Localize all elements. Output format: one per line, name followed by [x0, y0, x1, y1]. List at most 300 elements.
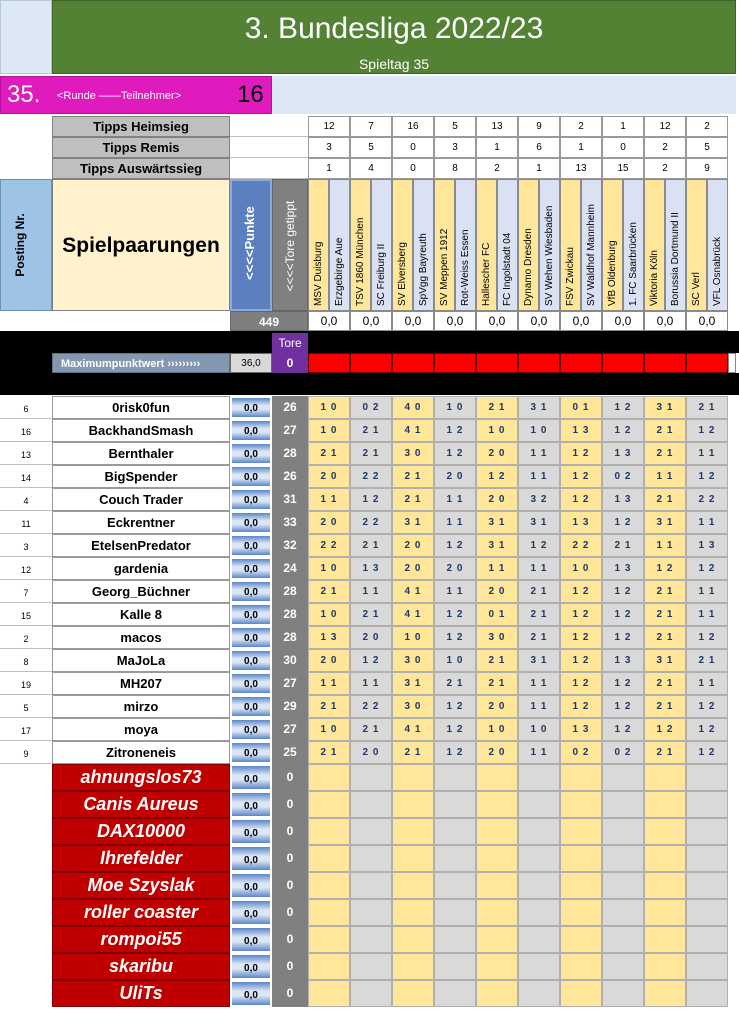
player-name[interactable]: Eckrentner	[52, 511, 230, 534]
tip-cell[interactable]	[434, 980, 476, 1007]
table-row-absent	[0, 926, 739, 953]
tip-cell[interactable]: 2 1	[686, 396, 728, 419]
tip-cell[interactable]: 2 0	[392, 534, 434, 557]
tip-cell[interactable]: 2 0	[392, 557, 434, 580]
tip-cell[interactable]	[686, 926, 728, 953]
tip-cell[interactable]: 1 1	[518, 465, 560, 488]
tip-cell[interactable]	[434, 791, 476, 818]
tip-cell[interactable]: 1 0	[392, 626, 434, 649]
tip-cell[interactable]	[350, 872, 392, 899]
tip-cell[interactable]	[392, 899, 434, 926]
player-points: 0,0	[230, 511, 272, 534]
tip-cell[interactable]: 1 3	[560, 511, 602, 534]
tip-cell[interactable]: 2 2	[686, 488, 728, 511]
tip-cell[interactable]	[602, 953, 644, 980]
tip-cell[interactable]	[686, 872, 728, 899]
tip-cell[interactable]: 2 0	[308, 511, 350, 534]
tip-cell[interactable]: 1 1	[518, 672, 560, 695]
player-name[interactable]: Canis Aureus	[52, 791, 230, 818]
tip-cell[interactable]	[560, 764, 602, 791]
tip-cell[interactable]	[518, 872, 560, 899]
tip-cell[interactable]	[518, 899, 560, 926]
tip-cell[interactable]: 1 2	[434, 695, 476, 718]
tip-cell[interactable]	[560, 872, 602, 899]
tip-cell[interactable]: 1 2	[644, 718, 686, 741]
tip-cell[interactable]: 3 1	[644, 396, 686, 419]
tip-cell[interactable]: 1 2	[560, 442, 602, 465]
tip-cell[interactable]: 2 1	[644, 442, 686, 465]
tip-cell[interactable]: 2 1	[308, 442, 350, 465]
tip-cell[interactable]: 1 1	[518, 557, 560, 580]
tip-cell[interactable]: 0 1	[560, 396, 602, 419]
tip-cell[interactable]: 1 2	[560, 465, 602, 488]
tip-cell[interactable]: 2 0	[308, 465, 350, 488]
tip-cell[interactable]	[560, 791, 602, 818]
tip-cell[interactable]	[350, 764, 392, 791]
tip-cell[interactable]: 1 1	[686, 672, 728, 695]
tip-cell[interactable]: 0 2	[602, 465, 644, 488]
player-name[interactable]: MH207	[52, 672, 230, 695]
tip-cell[interactable]: 1 2	[686, 718, 728, 741]
player-name[interactable]: MaJoLa	[52, 649, 230, 672]
tip-cell[interactable]	[434, 764, 476, 791]
tip-cell[interactable]: 2 1	[518, 580, 560, 603]
tip-cell[interactable]: 0 2	[350, 396, 392, 419]
player-name[interactable]: macos	[52, 626, 230, 649]
tip-cell[interactable]	[350, 845, 392, 872]
tip-cell[interactable]: 1 2	[560, 672, 602, 695]
tip-cell[interactable]: 2 0	[350, 741, 392, 764]
player-name[interactable]: ahnungslos73	[52, 764, 230, 791]
tip-cell[interactable]: 2 1	[644, 419, 686, 442]
tip-cell[interactable]: 1 3	[602, 649, 644, 672]
tip-cell[interactable]: 2 1	[308, 580, 350, 603]
tip-cell[interactable]	[476, 818, 518, 845]
player-name[interactable]: Kalle 8	[52, 603, 230, 626]
tip-cell[interactable]: 3 0	[392, 649, 434, 672]
tip-cell[interactable]: 2 0	[308, 649, 350, 672]
team-header	[308, 179, 329, 311]
tip-cell[interactable]: 2 1	[602, 534, 644, 557]
player-tore: 28	[272, 580, 308, 603]
tip-cell[interactable]: 3 1	[392, 511, 434, 534]
tip-cell[interactable]	[518, 791, 560, 818]
tip-cell[interactable]: 1 0	[308, 718, 350, 741]
tip-cell[interactable]	[602, 899, 644, 926]
tip-cell[interactable]	[434, 818, 476, 845]
tip-cell[interactable]: 1 1	[644, 465, 686, 488]
tip-cell[interactable]: 1 2	[434, 419, 476, 442]
tip-cell[interactable]	[686, 899, 728, 926]
tip-cell[interactable]: 2 0	[476, 442, 518, 465]
tip-cell[interactable]	[560, 980, 602, 1007]
tip-cell[interactable]	[644, 926, 686, 953]
tip-cell[interactable]	[392, 980, 434, 1007]
tip-cell[interactable]: 1 2	[434, 442, 476, 465]
tip-cell[interactable]: 1 3	[602, 442, 644, 465]
tip-cell[interactable]: 2 1	[644, 672, 686, 695]
player-name[interactable]: gardenia	[52, 557, 230, 580]
tip-cell[interactable]: 1 1	[686, 603, 728, 626]
tip-cell[interactable]	[392, 872, 434, 899]
tip-cell[interactable]	[644, 818, 686, 845]
tip-cell[interactable]: 1 3	[602, 557, 644, 580]
tip-cell[interactable]: 2 1	[518, 603, 560, 626]
tip-cell[interactable]	[476, 926, 518, 953]
tip-cell[interactable]: 2 1	[644, 488, 686, 511]
tip-cell[interactable]	[476, 980, 518, 1007]
tip-cell[interactable]: 1 2	[476, 465, 518, 488]
tip-cell[interactable]	[308, 926, 350, 953]
posting-number: 15	[0, 603, 52, 626]
tip-cell[interactable]: 1 2	[434, 534, 476, 557]
tip-cell[interactable]	[560, 953, 602, 980]
tip-cell[interactable]: 1 1	[434, 580, 476, 603]
tip-cell[interactable]: 2 1	[476, 649, 518, 672]
tip-cell[interactable]: 2 1	[350, 603, 392, 626]
player-name[interactable]: DAX10000	[52, 818, 230, 845]
tip-cell[interactable]: 3 0	[476, 626, 518, 649]
tip-cell[interactable]	[350, 953, 392, 980]
tip-cell[interactable]	[476, 764, 518, 791]
tip-cell[interactable]: 1 0	[560, 557, 602, 580]
tip-cell[interactable]: 1 2	[686, 695, 728, 718]
tip-cell[interactable]: 2 1	[350, 534, 392, 557]
tip-cell[interactable]	[308, 845, 350, 872]
tip-cell[interactable]	[602, 872, 644, 899]
tip-cell[interactable]	[350, 818, 392, 845]
tip-cell[interactable]: 3 1	[392, 672, 434, 695]
player-name[interactable]: rompoi55	[52, 926, 230, 953]
tip-cell[interactable]: 1 0	[476, 718, 518, 741]
tip-cell[interactable]	[602, 845, 644, 872]
tip-cell[interactable]: 1 3	[686, 534, 728, 557]
page-subtitle: Spieltag 35	[358, 56, 430, 72]
player-name[interactable]: UliTs	[52, 980, 230, 1007]
tip-cell[interactable]	[308, 872, 350, 899]
tip-cell[interactable]: 1 2	[602, 580, 644, 603]
tip-cell[interactable]	[476, 953, 518, 980]
tip-cell[interactable]: 1 2	[350, 649, 392, 672]
tip-cell[interactable]	[644, 953, 686, 980]
tip-cell[interactable]	[560, 845, 602, 872]
tip-cell[interactable]	[686, 818, 728, 845]
tip-cell[interactable]	[560, 926, 602, 953]
tip-cell[interactable]: 2 0	[476, 695, 518, 718]
spielpaarungen-header: Spielpaarungen	[52, 179, 230, 311]
tip-cell[interactable]: 2 1	[644, 626, 686, 649]
tip-cell[interactable]: 3 1	[476, 534, 518, 557]
tip-cell[interactable]: 1 2	[434, 741, 476, 764]
player-name[interactable]: Ihrefelder	[52, 845, 230, 872]
tip-cell[interactable]: 1 2	[350, 488, 392, 511]
tip-cell[interactable]: 1 1	[350, 672, 392, 695]
tip-cell[interactable]: 2 2	[308, 534, 350, 557]
tip-cell[interactable]: 1 1	[434, 488, 476, 511]
tip-cell[interactable]	[644, 845, 686, 872]
team-name: Rot-Weiss Essen	[460, 229, 471, 306]
tip-cell[interactable]: 2 1	[518, 626, 560, 649]
tip-cell[interactable]: 1 2	[434, 603, 476, 626]
tip-cell[interactable]: 1 2	[602, 695, 644, 718]
tip-cell[interactable]: 2 1	[392, 465, 434, 488]
tip-cell[interactable]	[392, 791, 434, 818]
tip-cell[interactable]: 1 2	[686, 557, 728, 580]
team-name: VfB Oldenburg	[607, 240, 618, 306]
tip-cell[interactable]: 1 0	[308, 603, 350, 626]
tip-cell[interactable]: 1 0	[476, 419, 518, 442]
tip-cell[interactable]: 1 2	[602, 419, 644, 442]
player-name[interactable]: Moe Szyslak	[52, 872, 230, 899]
tip-cell[interactable]	[602, 980, 644, 1007]
tip-cell[interactable]: 2 0	[476, 741, 518, 764]
tip-cell[interactable]	[476, 791, 518, 818]
tip-cell[interactable]: 0 1	[476, 603, 518, 626]
tip-cell[interactable]: 2 1	[476, 396, 518, 419]
tip-cell[interactable]	[476, 899, 518, 926]
player-tore: 32	[272, 534, 308, 557]
tip-cell[interactable]: 1 2	[560, 603, 602, 626]
tip-cell[interactable]: 1 2	[518, 534, 560, 557]
tip-cell[interactable]: 1 1	[686, 442, 728, 465]
tip-cell[interactable]	[686, 980, 728, 1007]
tip-cell[interactable]: 4 1	[392, 718, 434, 741]
tip-cell[interactable]: 1 0	[308, 557, 350, 580]
tip-cell[interactable]	[434, 899, 476, 926]
tip-cell[interactable]: 3 1	[518, 649, 560, 672]
tip-cell[interactable]	[308, 899, 350, 926]
tip-cell[interactable]: 1 2	[560, 695, 602, 718]
player-tore: 25	[272, 741, 308, 764]
tip-cell[interactable]: 3 1	[476, 511, 518, 534]
tip-cell[interactable]	[476, 872, 518, 899]
tip-cell[interactable]: 2 1	[434, 672, 476, 695]
player-name[interactable]: mirzo	[52, 695, 230, 718]
tip-cell[interactable]: 1 1	[686, 511, 728, 534]
tip-cell[interactable]: 1 2	[602, 396, 644, 419]
tip-cell[interactable]	[644, 899, 686, 926]
tip-cell[interactable]	[686, 953, 728, 980]
tore-value: 0	[272, 353, 308, 373]
tip-cell[interactable]: 1 1	[476, 557, 518, 580]
tip-cell[interactable]	[602, 791, 644, 818]
tip-cell[interactable]	[350, 791, 392, 818]
tip-cell[interactable]: 2 2	[560, 534, 602, 557]
player-name[interactable]: 0risk0fun	[52, 396, 230, 419]
tipps-count: 2	[560, 116, 602, 137]
posting-number: 8	[0, 649, 52, 672]
tip-cell[interactable]: 2 1	[644, 580, 686, 603]
tip-cell[interactable]: 4 1	[392, 603, 434, 626]
tip-cell[interactable]: 1 2	[602, 603, 644, 626]
tip-cell[interactable]: 1 3	[350, 557, 392, 580]
tip-cell[interactable]	[644, 872, 686, 899]
player-points: 0,0	[230, 764, 272, 791]
tip-cell[interactable]	[644, 764, 686, 791]
tip-cell[interactable]	[560, 818, 602, 845]
tip-cell[interactable]: 1 3	[560, 718, 602, 741]
tip-cell[interactable]: 0 2	[602, 741, 644, 764]
tip-cell[interactable]: 1 1	[686, 580, 728, 603]
tip-cell[interactable]: 2 1	[392, 488, 434, 511]
tip-cell[interactable]	[392, 764, 434, 791]
tip-cell[interactable]: 1 2	[686, 626, 728, 649]
tip-cell[interactable]	[560, 899, 602, 926]
player-name[interactable]: skaribu	[52, 953, 230, 980]
player-name[interactable]: Bernthaler	[52, 442, 230, 465]
tip-cell[interactable]: 2 2	[350, 511, 392, 534]
tip-cell[interactable]	[308, 791, 350, 818]
tip-cell[interactable]	[392, 926, 434, 953]
tip-cell[interactable]: 1 1	[518, 741, 560, 764]
tip-cell[interactable]: 1 2	[602, 718, 644, 741]
tip-cell[interactable]	[602, 764, 644, 791]
tip-cell[interactable]: 2 1	[350, 442, 392, 465]
tip-cell[interactable]: 1 2	[434, 626, 476, 649]
tip-cell[interactable]	[350, 926, 392, 953]
tip-cell[interactable]: 1 3	[602, 488, 644, 511]
tipps-count: 3	[308, 137, 350, 158]
tip-cell[interactable]: 2 1	[644, 695, 686, 718]
tip-cell[interactable]	[602, 926, 644, 953]
tip-cell[interactable]	[308, 953, 350, 980]
tip-cell[interactable]	[686, 791, 728, 818]
tip-cell[interactable]	[308, 980, 350, 1007]
tip-cell[interactable]	[434, 953, 476, 980]
tip-cell[interactable]: 1 1	[308, 488, 350, 511]
tip-cell[interactable]	[392, 845, 434, 872]
result-cell: 0,0	[644, 311, 686, 331]
tip-cell[interactable]	[644, 791, 686, 818]
tip-cell[interactable]: 2 1	[644, 741, 686, 764]
tip-cell[interactable]: 1 0	[434, 649, 476, 672]
tip-cell[interactable]: 1 2	[560, 488, 602, 511]
tip-cell[interactable]: 1 2	[602, 626, 644, 649]
tip-cell[interactable]	[518, 980, 560, 1007]
tip-cell[interactable]: 1 2	[602, 511, 644, 534]
tip-cell[interactable]	[686, 845, 728, 872]
tipps-label: Tipps Auswärtssieg	[52, 158, 230, 179]
team-header	[329, 179, 350, 311]
tip-cell[interactable]: 1 0	[518, 419, 560, 442]
tip-cell[interactable]	[518, 953, 560, 980]
tip-cell[interactable]: 2 1	[476, 672, 518, 695]
tip-cell[interactable]	[392, 953, 434, 980]
tip-cell[interactable]: 1 2	[686, 465, 728, 488]
tip-cell[interactable]: 3 1	[518, 396, 560, 419]
tip-cell[interactable]: 2 1	[686, 649, 728, 672]
player-name[interactable]: Georg_Büchner	[52, 580, 230, 603]
tip-cell[interactable]: 2 0	[476, 580, 518, 603]
tip-cell[interactable]: 3 1	[644, 511, 686, 534]
tip-cell[interactable]: 1 2	[560, 626, 602, 649]
player-name[interactable]: roller coaster	[52, 899, 230, 926]
tip-cell[interactable]	[434, 872, 476, 899]
tip-cell[interactable]: 1 1	[644, 534, 686, 557]
tip-cell[interactable]: 1 1	[518, 695, 560, 718]
tip-cell[interactable]: 3 0	[392, 695, 434, 718]
tip-cell[interactable]	[350, 980, 392, 1007]
team-header	[686, 179, 707, 311]
player-tore: 0	[272, 764, 308, 791]
tip-cell[interactable]: 2 1	[350, 419, 392, 442]
tip-cell[interactable]: 2 2	[350, 695, 392, 718]
tip-cell[interactable]	[518, 764, 560, 791]
tip-cell[interactable]	[308, 818, 350, 845]
tip-cell[interactable]	[686, 764, 728, 791]
tip-cell[interactable]: 4 1	[392, 580, 434, 603]
player-name[interactable]: BackhandSmash	[52, 419, 230, 442]
tip-cell[interactable]	[308, 764, 350, 791]
tip-cell[interactable]: 2 1	[350, 718, 392, 741]
tip-cell[interactable]: 1 2	[686, 741, 728, 764]
tip-cell[interactable]: 0 2	[560, 741, 602, 764]
tip-cell[interactable]: 2 0	[434, 557, 476, 580]
tip-cell[interactable]: 1 0	[308, 419, 350, 442]
player-name[interactable]: EtelsenPredator	[52, 534, 230, 557]
team-header	[581, 179, 602, 311]
player-name[interactable]: moya	[52, 718, 230, 741]
tip-cell[interactable]	[602, 818, 644, 845]
tip-cell[interactable]: 2 1	[644, 603, 686, 626]
tip-cell[interactable]: 1 0	[434, 396, 476, 419]
tip-cell[interactable]: 2 0	[350, 626, 392, 649]
tip-cell[interactable]	[350, 899, 392, 926]
tip-cell[interactable]: 3 2	[518, 488, 560, 511]
tip-cell[interactable]	[518, 926, 560, 953]
tip-cell[interactable]	[518, 818, 560, 845]
tip-cell[interactable]: 1 0	[518, 718, 560, 741]
tip-cell[interactable]: 4 0	[392, 396, 434, 419]
tip-cell[interactable]: 3 1	[644, 649, 686, 672]
tip-cell[interactable]: 2 0	[476, 488, 518, 511]
tip-cell[interactable]: 1 2	[560, 649, 602, 672]
tip-cell[interactable]: 2 2	[350, 465, 392, 488]
team-header	[455, 179, 476, 311]
player-name[interactable]: Zitroneneis	[52, 741, 230, 764]
tip-cell[interactable]: 1 1	[434, 511, 476, 534]
tip-cell[interactable]	[434, 926, 476, 953]
tip-cell[interactable]: 1 2	[434, 718, 476, 741]
tip-cell[interactable]	[644, 980, 686, 1007]
tip-cell[interactable]: 2 1	[308, 695, 350, 718]
tip-cell[interactable]	[518, 845, 560, 872]
tip-cell[interactable]: 1 1	[308, 672, 350, 695]
tip-cell[interactable]: 1 3	[560, 419, 602, 442]
tip-cell[interactable]: 1 2	[644, 557, 686, 580]
tip-cell[interactable]: 2 1	[308, 741, 350, 764]
tip-cell[interactable]: 1 1	[518, 442, 560, 465]
tip-cell[interactable]: 1 2	[686, 419, 728, 442]
tip-cell[interactable]: 1 2	[602, 672, 644, 695]
result-cell: 0,0	[434, 311, 476, 331]
tip-cell[interactable]: 3 1	[518, 511, 560, 534]
player-name[interactable]: Couch Trader	[52, 488, 230, 511]
tip-cell[interactable]	[434, 845, 476, 872]
player-name[interactable]: BigSpender	[52, 465, 230, 488]
tip-cell[interactable]: 3 0	[392, 442, 434, 465]
tip-cell[interactable]	[392, 818, 434, 845]
tip-cell[interactable]	[476, 845, 518, 872]
tip-cell[interactable]: 1 1	[350, 580, 392, 603]
tip-cell[interactable]: 1 0	[308, 396, 350, 419]
tip-cell[interactable]: 1 2	[560, 580, 602, 603]
result-cell: 0,0	[308, 311, 350, 331]
tip-cell[interactable]: 2 0	[434, 465, 476, 488]
tip-cell[interactable]: 2 1	[392, 741, 434, 764]
tip-cell[interactable]: 4 1	[392, 419, 434, 442]
tip-cell[interactable]: 1 3	[308, 626, 350, 649]
